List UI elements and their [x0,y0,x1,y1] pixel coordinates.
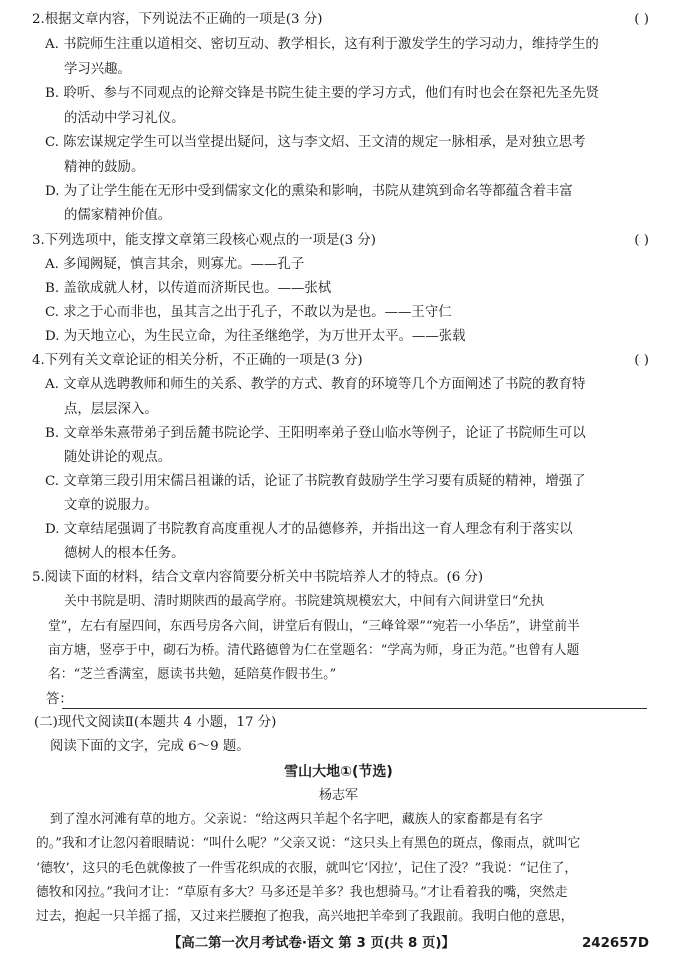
question-4-option-d-cont: 德树人的根本任务。 [64,546,185,561]
material-paragraph-line-2: 堂”，左右有屋四间，东西号房各六间，讲堂后有假山，“三峰耸翠”“宛若一小华岳”，讲堂前半 [48,619,580,634]
question-2-option-c: C. 陈宏谋规定学生可以当堂提出疑问，这与李文炤、王文清的规定一脉相承，是对独立思考 [45,135,586,150]
question-2-option-a: A. 书院师生注重以道相交、密切互动、教学相长，这有利于激发学生的学习动力，维持学生的 [45,37,599,52]
material-paragraph-line-4: 名：“芝兰香满室，愿读书共勉，延陪莫作假书生。” [48,667,337,682]
material-paragraph-line-3: 亩方塘，竖亭于中，砌石为桥。清代路德曾为仁在堂题名：“学高为师，身正为范。”也曾有人题 [48,643,580,658]
question-5-stem: 5.阅读下面的材料，结合文章内容简要分析关中书院培养人才的特点。(6 分) [32,570,484,585]
question-4-option-b: B. 文章举朱熹带弟子到岳麓书院论学、王阳明率弟子登山临水等例子，论证了书院师生可以 [45,426,586,441]
question-4-option-d: D. 文章结尾强调了书院教育高度重视人才的品德修养，并指出这一育人理念有利于落实以 [45,522,573,537]
passage-title: 雪山大地①(节选) [284,764,393,780]
question-3-option-c: C. 求之于心而非也，虽其言之出于孔子，不敢以为是也。——王守仁 [45,305,452,320]
question-3-option-b: B. 盖欲成就人材，以传道而济斯民也。——张栻 [45,281,332,296]
question-2-option-d-cont: 的儒家精神价值。 [64,208,172,223]
question-3-answer-paren: ( ) [634,233,649,248]
question-2-option-a-cont: 学习兴趣。 [64,62,131,77]
question-3-stem: 3.下列选项中，能支撑文章第三段核心观点的一项是(3 分) [32,233,376,248]
question-4-option-a: A. 文章从选聘教师和师生的关系、教学的方式、教育的环境等几个方面阐述了书院的教育特 [45,377,586,392]
question-4-option-c-cont: 文章的说服力。 [64,498,158,513]
question-2-stem: 2.根据文章内容，下列说法不正确的一项是(3 分) [32,12,323,27]
answer-line[interactable] [62,707,647,709]
passage-line-4: 德牧和冈拉。”我问才让：“草原有多大？马多还是羊多？我也想骑马。”才让看着我的嘴，突然走 [36,885,568,900]
question-2-option-d: D. 为了让学生能在无形中受到儒家文化的熏染和影响，书院从建筑到命名等都蕴含着丰富 [45,184,573,199]
answer-label: 答： [46,692,73,707]
question-4-answer-paren: ( ) [634,353,649,368]
passage-line-3: ‘德牧’，这只的毛色就像披了一件雪花织成的衣服，就叫它‘冈拉’，记住了没？”我说：“记住了， [36,861,578,876]
material-paragraph-line-1: 关中书院是明、清时期陕西的最高学府。书院建筑规模宏大，中间有六间讲堂曰“允执 [64,594,545,609]
question-2-answer-paren: ( ) [634,12,649,27]
section-2-instruction: 阅读下面的文字，完成 6～9 题。 [50,739,250,754]
question-2-option-b: B. 聆听、参与不同观点的论辩交锋是书院生徒主要的学习方式，他们有时也会在祭祀先圣先贤 [45,86,599,101]
question-4-option-c: C. 文章第三段引用宋儒吕祖谦的话，论证了书院教育鼓励学生学习要有质疑的精神，增强了 [45,474,586,489]
exam-code: 242657D [581,936,649,951]
page-footer-title: 【高二第一次月考试卷·语文 第 3 页(共 8 页)】 [168,936,455,951]
question-4-option-a-cont: 点，层层深入。 [64,402,158,417]
passage-line-5: 过去，抱起一只羊摇了摇，又过来拦腰抱了抱我，高兴地把羊牵到了我跟前。我明白他的意思， [36,909,574,924]
question-4-option-b-cont: 随处讲论的观点。 [64,450,172,465]
passage-line-2: 的。”我和才让忽闪着眼睛说：“叫什么呢？”父亲又说：“这只头上有黑色的斑点，像雨点，就叫它 [36,836,581,851]
section-2-heading: (二)现代文阅读Ⅱ(本题共 4 小题，17 分) [34,715,277,730]
question-3-option-a: A. 多闻阙疑，慎言其余，则寡尤。——孔子 [45,257,305,272]
passage-author: 杨志军 [318,788,358,803]
passage-line-1: 到了湟水河滩有草的地方。父亲说：“给这两只羊起个名字吧，藏族人的家畜都是有名字 [50,812,543,827]
question-2-option-b-cont: 的活动中学习礼仪。 [64,111,185,126]
question-4-stem: 4.下列有关文章论证的相关分析，不正确的一项是(3 分) [32,353,363,368]
question-3-option-d: D. 为天地立心，为生民立命，为往圣继绝学，为万世开太平。——张载 [45,329,466,344]
question-2-option-c-cont: 精神的鼓励。 [64,160,145,175]
